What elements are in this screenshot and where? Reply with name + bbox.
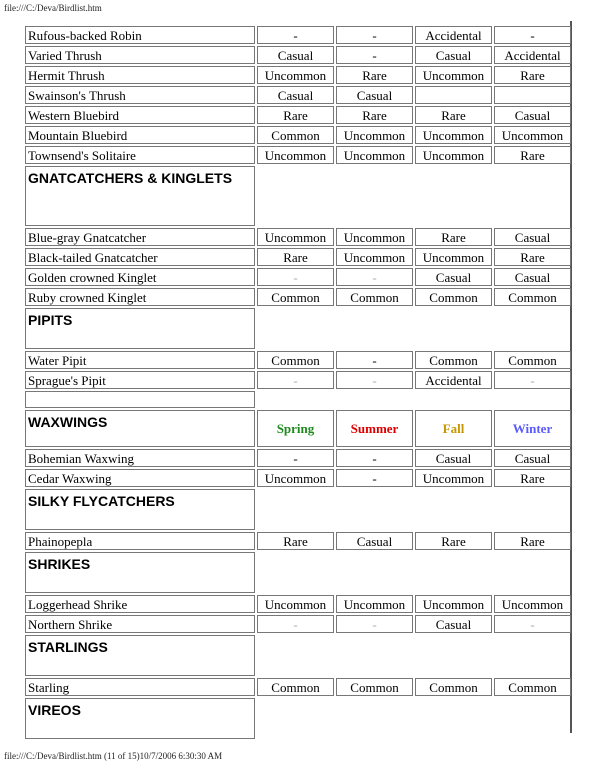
group-heading: VIREOS	[25, 698, 255, 739]
abundance-cell: Casual	[415, 46, 492, 64]
abundance-cell: -	[336, 351, 413, 369]
bird-row	[25, 106, 571, 124]
abundance-cell: Rare	[336, 66, 413, 84]
bird-row	[25, 595, 571, 613]
bird-row	[25, 351, 571, 369]
season-header-row	[25, 410, 571, 447]
bird-name: Cedar Waxwing	[25, 469, 255, 487]
abundance-cell: Uncommon	[336, 146, 413, 164]
abundance-cell: -	[336, 449, 413, 467]
bird-name: Western Bluebird	[25, 106, 255, 124]
abundance-cell: -	[494, 371, 571, 389]
abundance-cell: -	[336, 268, 413, 286]
abundance-cell: Casual	[415, 268, 492, 286]
abundance-cell: Casual	[415, 449, 492, 467]
group-heading: SILKY FLYCATCHERS	[25, 489, 255, 530]
bird-name: Townsend's Solitaire	[25, 146, 255, 164]
abundance-cell: -	[257, 371, 334, 389]
abundance-cell: Common	[336, 288, 413, 306]
bird-row	[25, 371, 571, 389]
abundance-cell: Casual	[494, 268, 571, 286]
abundance-cell: Uncommon	[336, 248, 413, 266]
bird-row	[25, 66, 571, 84]
abundance-cell: Uncommon	[415, 126, 492, 144]
bird-row	[25, 146, 571, 164]
abundance-cell: -	[494, 615, 571, 633]
group-heading-filler	[257, 552, 571, 593]
group-row	[25, 308, 571, 349]
group-row	[25, 698, 571, 739]
bird-row	[25, 678, 571, 696]
abundance-cell: -	[336, 46, 413, 64]
bird-name: Starling	[25, 678, 255, 696]
abundance-cell: Rare	[494, 532, 571, 550]
group-row	[25, 635, 571, 676]
abundance-cell: Rare	[494, 469, 571, 487]
abundance-cell: Common	[257, 678, 334, 696]
browser-url-header: file:///C:/Deva/Birdlist.htm	[4, 3, 102, 13]
bird-name: Phainopepla	[25, 532, 255, 550]
abundance-cell: Casual	[494, 228, 571, 246]
bird-row	[25, 288, 571, 306]
spacer-row	[25, 391, 571, 408]
abundance-cell: Accidental	[415, 371, 492, 389]
group-row	[25, 489, 571, 530]
abundance-cell: Uncommon	[415, 66, 492, 84]
bird-row	[25, 532, 571, 550]
abundance-cell: Uncommon	[336, 228, 413, 246]
abundance-cell: Common	[415, 351, 492, 369]
abundance-cell: -	[336, 371, 413, 389]
group-heading: GNATCATCHERS & KINGLETS	[25, 166, 255, 226]
bird-name: Loggerhead Shrike	[25, 595, 255, 613]
season-label-summer: Summer	[336, 410, 413, 447]
abundance-cell: Uncommon	[494, 126, 571, 144]
bird-row	[25, 228, 571, 246]
abundance-cell: Casual	[336, 532, 413, 550]
abundance-cell: -	[336, 26, 413, 44]
bird-row	[25, 449, 571, 467]
abundance-cell: Common	[257, 351, 334, 369]
abundance-cell: Casual	[336, 86, 413, 104]
abundance-cell: Common	[415, 288, 492, 306]
bird-row	[25, 46, 571, 64]
abundance-cell: Uncommon	[257, 469, 334, 487]
bird-row	[25, 86, 571, 104]
bird-name: Blue-gray Gnatcatcher	[25, 228, 255, 246]
abundance-cell: Uncommon	[257, 66, 334, 84]
abundance-cell: Common	[257, 126, 334, 144]
group-heading: SHRIKES	[25, 552, 255, 593]
abundance-cell: Rare	[257, 106, 334, 124]
bird-name: Northern Shrike	[25, 615, 255, 633]
abundance-cell: Rare	[494, 66, 571, 84]
group-heading-filler	[257, 635, 571, 676]
abundance-cell: Uncommon	[415, 146, 492, 164]
bird-row	[25, 615, 571, 633]
group-row	[25, 166, 571, 226]
spacer-filler	[257, 391, 571, 408]
abundance-cell: -	[336, 615, 413, 633]
abundance-cell: Uncommon	[257, 146, 334, 164]
group-heading: STARLINGS	[25, 635, 255, 676]
print-footer: file:///C:/Deva/Birdlist.htm (11 of 15)10/7/2006 6:30:30 AM	[4, 751, 223, 761]
abundance-cell: Rare	[415, 106, 492, 124]
abundance-cell: Accidental	[494, 46, 571, 64]
bird-row	[25, 126, 571, 144]
abundance-cell: Rare	[494, 248, 571, 266]
bird-row	[25, 268, 571, 286]
bird-name: Hermit Thrush	[25, 66, 255, 84]
group-heading-filler	[257, 698, 571, 739]
abundance-cell: Uncommon	[415, 595, 492, 613]
abundance-cell: Casual	[257, 46, 334, 64]
group-row	[25, 552, 571, 593]
abundance-cell: -	[494, 26, 571, 44]
group-heading-filler	[257, 166, 571, 226]
abundance-cell: -	[257, 26, 334, 44]
abundance-cell: Uncommon	[415, 469, 492, 487]
abundance-cell: Common	[415, 678, 492, 696]
bird-row	[25, 26, 571, 44]
abundance-cell: Common	[257, 288, 334, 306]
bird-name: Mountain Bluebird	[25, 126, 255, 144]
abundance-cell: -	[336, 469, 413, 487]
abundance-cell: Uncommon	[415, 248, 492, 266]
season-label-winter: Winter	[494, 410, 571, 447]
abundance-cell: Casual	[494, 449, 571, 467]
bird-name: Bohemian Waxwing	[25, 449, 255, 467]
bird-name: Swainson's Thrush	[25, 86, 255, 104]
abundance-cell: Rare	[257, 532, 334, 550]
bird-checklist-table	[23, 24, 573, 741]
bird-name: Rufous-backed Robin	[25, 26, 255, 44]
season-label-fall: Fall	[415, 410, 492, 447]
abundance-cell	[415, 86, 492, 104]
bird-row	[25, 469, 571, 487]
bird-name: Water Pipit	[25, 351, 255, 369]
abundance-cell: Uncommon	[494, 595, 571, 613]
abundance-cell: Rare	[336, 106, 413, 124]
bird-name: Black-tailed Gnatcatcher	[25, 248, 255, 266]
bird-name: Sprague's Pipit	[25, 371, 255, 389]
group-heading: WAXWINGS	[25, 410, 255, 447]
abundance-cell: -	[257, 615, 334, 633]
season-label-spring: Spring	[257, 410, 334, 447]
abundance-cell	[494, 86, 571, 104]
bird-name: Ruby crowned Kinglet	[25, 288, 255, 306]
abundance-cell: Uncommon	[257, 228, 334, 246]
abundance-cell: Uncommon	[336, 595, 413, 613]
group-heading: PIPITS	[25, 308, 255, 349]
abundance-cell: -	[257, 449, 334, 467]
abundance-cell: Accidental	[415, 26, 492, 44]
spacer-cell	[25, 391, 255, 408]
abundance-cell: Rare	[415, 532, 492, 550]
bird-name: Golden crowned Kinglet	[25, 268, 255, 286]
abundance-cell: Casual	[257, 86, 334, 104]
abundance-cell: Uncommon	[257, 595, 334, 613]
abundance-cell: Common	[336, 678, 413, 696]
abundance-cell: Common	[494, 288, 571, 306]
abundance-cell: Rare	[415, 228, 492, 246]
abundance-cell: -	[257, 268, 334, 286]
abundance-cell: Casual	[494, 106, 571, 124]
abundance-cell: Uncommon	[336, 126, 413, 144]
abundance-cell: Rare	[257, 248, 334, 266]
abundance-cell: Rare	[494, 146, 571, 164]
group-heading-filler	[257, 489, 571, 530]
abundance-cell: Common	[494, 678, 571, 696]
abundance-cell: Common	[494, 351, 571, 369]
bird-row	[25, 248, 571, 266]
abundance-cell: Casual	[415, 615, 492, 633]
group-heading-filler	[257, 308, 571, 349]
bird-name: Varied Thrush	[25, 46, 255, 64]
